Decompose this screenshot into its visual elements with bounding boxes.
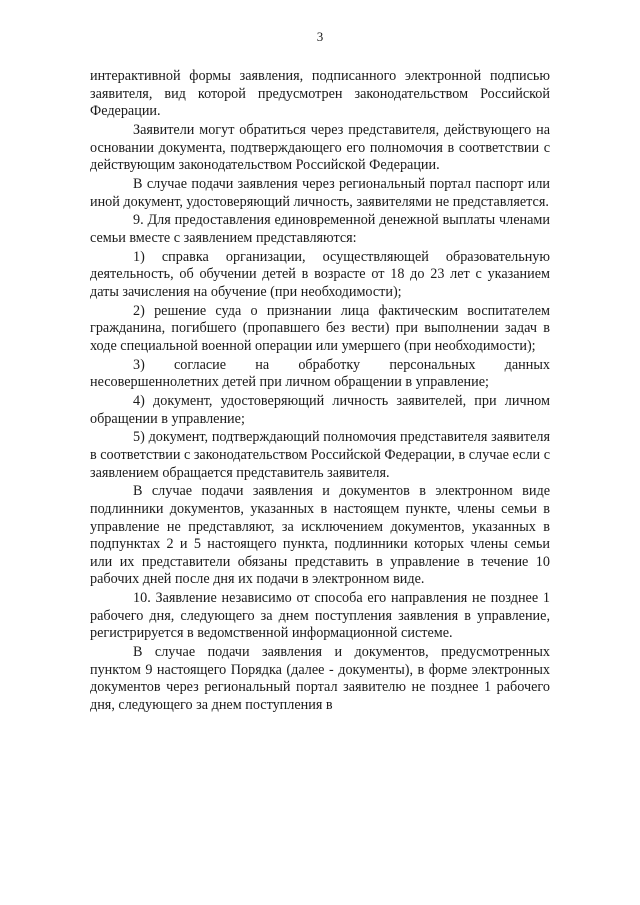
document-body — [90, 68, 550, 716]
subitem-3-data-consent: 3) согласие на обработку персональных данных несовершеннолетних детей при личном обращении в управление; — [90, 356, 550, 391]
paragraph-regional-portal-passport: В случае подачи заявления через региональный портал паспорт или иной документ, удостоверяющий личность, заявителями не представляется. — [90, 175, 550, 210]
subitem-4-identity-document: 4) документ, удостоверяющий личность заявителей, при личном обращении в управление; — [90, 393, 550, 427]
subitem-2-court-decision: 2) решение суда о признании лица фактическим воспитателем гражданина, погибшего (пропавшего без вести) при выполнении задач в ходе специальной военной операции или умершего (при необходимости); — [90, 302, 550, 354]
subitem-5-authority-document: 5) документ, подтверждающий полномочия представителя заявителя в соответствии с законодательством Российской Федерации, в случае если с заявлением обращается представитель заявителя. — [90, 429, 550, 481]
subitem-1-education-certificate: 1) справка организации, осуществляющей образовательную деятельность, об обучении детей в возрасте от 18 до 23 лет с указанием даты зачисления на обучение (при необходимости); — [90, 248, 550, 300]
paragraph-continuation: интерактивной формы заявления, подписанного электронной подписью заявителя, вид которой предусмотрен законодательством Российской Федерации. — [90, 68, 550, 120]
paragraph-electronic-documents: В случае подачи заявления и документов, предусмотренных пунктом 9 настоящего Порядка (далее - документы), в форме электронных документов через региональный портал заявителю не позднее 1 рабочего дня, следующего за днем поступления в — [90, 644, 550, 713]
paragraph-representatives: Заявители могут обратиться через представителя, действующего на основании документа, подтверждающего его полномочия в соответствии с действующим законодательством Российской Федерации. — [90, 121, 550, 174]
paragraph-item-10: 10. Заявление независимо от способа его направления не позднее 1 рабочего дня, следующего за днем поступления заявления в управление, регистрируется в ведомственной информационной системе. — [90, 590, 550, 642]
paragraph-item-9: 9. Для предоставления единовременной денежной выплаты членами семьи вместе с заявлением представляются: — [90, 212, 550, 246]
paragraph-electronic-submission: В случае подачи заявления и документов в электронном виде подлинники документов, указанных в настоящем пункте, члены семьи в управление не представляют, за исключением документов, указанных в подпунктах 2 и 5 настоящего пункта, подлинники которых члены семьи или их представители обязаны представить в управление в течение 10 рабочих дней после дня их подачи в электронном виде. — [90, 483, 550, 588]
page-number: 3 — [316, 29, 324, 44]
